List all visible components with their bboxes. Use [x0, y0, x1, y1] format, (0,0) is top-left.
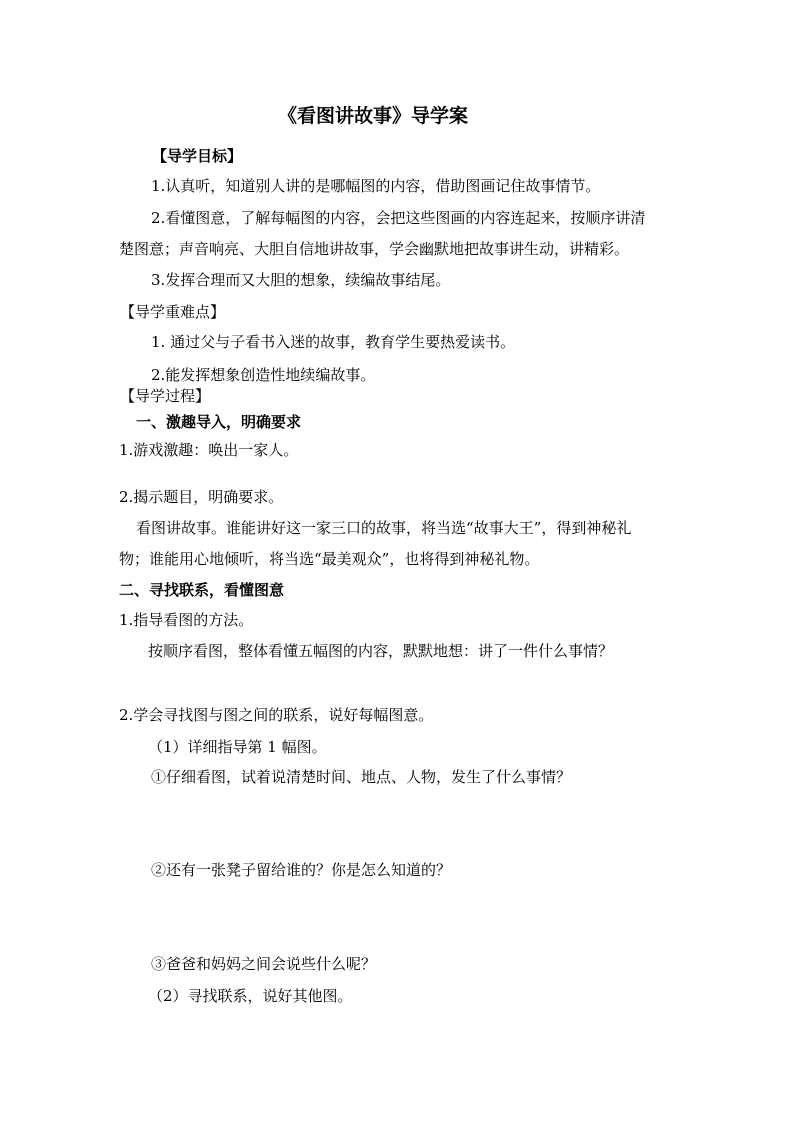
goal-item-2-line2: 楚图意；声音响亮、大胆自信地讲故事，学会幽默地把故事讲生动，讲精彩。	[119, 240, 630, 258]
section-2-heading: 二、寻找联系，看懂图意	[119, 581, 285, 599]
section-2-sub-2: （2）寻找联系，说好其他图。	[148, 987, 353, 1005]
section-1-item-1: 1.游戏激趣：唤出一家人。	[119, 441, 299, 459]
goal-item-2-line1: 2.看懂图意，了解每幅图的内容，会把这些图画的内容连起来，按顺序讲清	[151, 209, 646, 227]
section-1-heading: 一、激趣导入，明确要求	[136, 413, 302, 431]
goal-item-3: 3.发挥合理而又大胆的想象，续编故事结尾。	[151, 271, 451, 289]
page-title: 《看图讲故事》导学案	[278, 105, 469, 127]
goals-heading: 【导学目标】	[152, 147, 243, 165]
section-2-sub-1: （1）详细指导第 1 幅图。	[148, 738, 327, 756]
difficulty-item-1: 1. 通过父与子看书入迷的故事，教育学生要热爱读书。	[151, 333, 516, 351]
section-2-question-1: ①仔细看图，试着说清楚时间、地点、人物，发生了什么事情？	[151, 768, 572, 786]
section-1-paragraph-line2: 物；谁能用心地倾听，将当选“最美观众”，也将得到神秘礼物。	[119, 550, 540, 568]
section-1-paragraph-line1: 看图讲故事。谁能讲好这一家三口的故事，将当选“故事大王”，得到神秘礼	[136, 519, 632, 537]
section-2-question-3: ③爸爸和妈妈之间会说些什么呢？	[151, 955, 377, 973]
section-2-item-1: 1.指导看图的方法。	[119, 611, 254, 629]
goal-item-1: 1.认真听，知道别人讲的是哪幅图的内容，借助图画记住故事情节。	[151, 177, 601, 195]
section-2-item-1-text: 按顺序看图，整体看懂五幅图的内容，默默地想：讲了一件什么事情？	[148, 642, 614, 660]
process-heading: 【导学过程】	[120, 387, 211, 405]
section-2-question-2: ②还有一张凳子留给谁的？你是怎么知道的？	[151, 861, 452, 879]
section-1-item-2: 2.揭示题目，明确要求。	[119, 488, 284, 506]
difficulty-item-2: 2.能发挥想象创造性地续编故事。	[151, 366, 376, 384]
difficulties-heading: 【导学重难点】	[120, 303, 226, 321]
section-2-item-2: 2.学会寻找图与图之间的联系，说好每幅图意。	[119, 706, 434, 724]
